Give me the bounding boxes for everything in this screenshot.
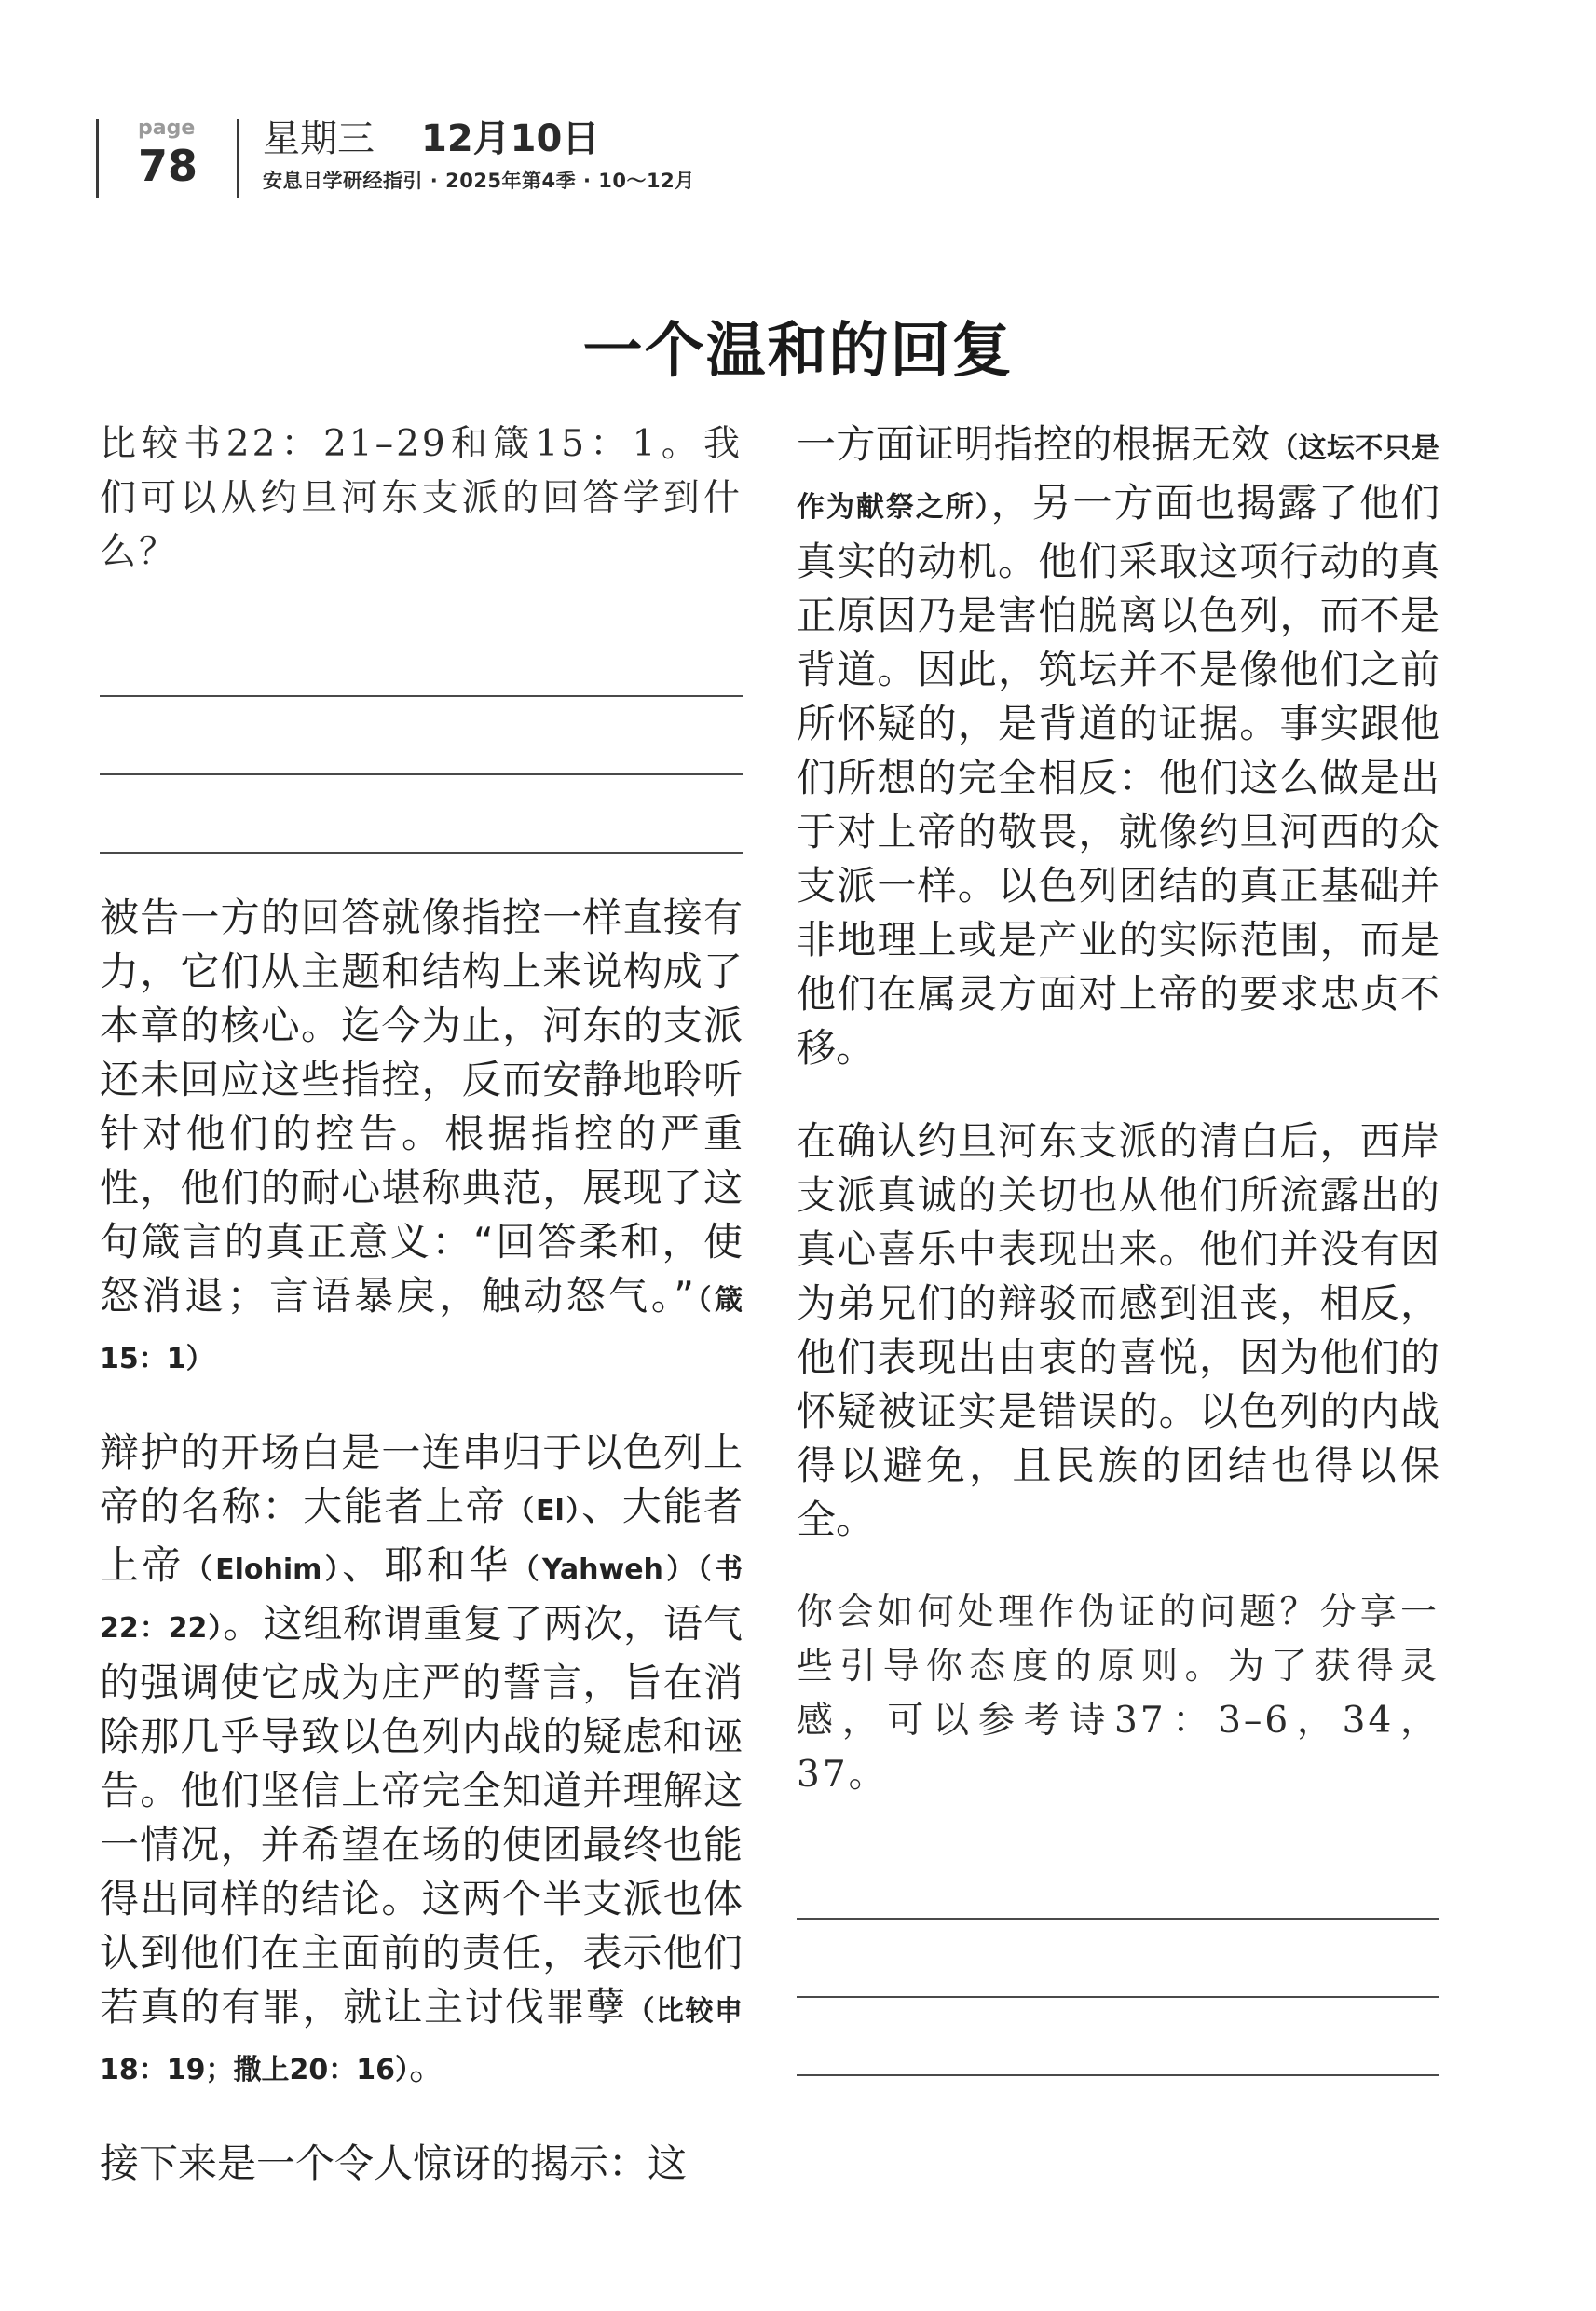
- answer-line[interactable]: [797, 1998, 1439, 2076]
- paragraph-text: 辩护的开场白是一连串归于以色列上帝的名称：大能者上帝: [100, 1429, 743, 1529]
- date: 12月10日: [421, 117, 600, 160]
- paragraph-text: 被告一方的回答就像指控一样直接有力，它们从主题和结构上来说构成了本章的核心。迄今为止，河东的支派还未回应这些指控，反而安静地聆听针对他们的控告。根据指控的严重性，他们的耐心堪称典范，展现了这句箴言的真正意义：“回答柔和，使怒消退；言语暴戾，触动怒气。”: [100, 895, 743, 1319]
- paragraph: [797, 417, 1439, 1075]
- scripture-reference: （Yahweh）（书22：22）: [100, 1553, 743, 1645]
- paragraph-text: 。这组称谓重复了两次，语气的强调使它成为庄严的誓言，旨在消除那几乎导致以色列内战的疑虑和诬告。他们坚信上帝完全知道并理解这一情况，并希望在场的使团最终也能得出同样的结论。这两个半支派也体认到他们在主面前的责任，表示他们若真的有罪，就让主讨伐罪孽: [100, 1601, 743, 2030]
- study-question: 你会如何处理作伪证的问题？分享一些引导你态度的原则。为了获得灵感，可以参考诗37：3–6，34，37。: [797, 1592, 1439, 1796]
- paragraph-text: ，另一方面也揭露了他们真实的动机。他们采取这项行动的真正原因乃是害怕脱离以色列，而不是背道。因此，筑坛并不是像他们之前所怀疑的，是背道的证据。事实跟他们所想的完全相反：他们这么做是出于对上帝的敬畏，就像约旦河西的众支派一样。以色列团结的真正基础并非地理上或是产业的实际范围，而是他们在属灵方面对上帝的要求忠贞不移。: [797, 480, 1439, 1071]
- weekday: 星期三: [263, 117, 375, 160]
- paragraph-text: 、耶和华: [342, 1542, 512, 1588]
- answer-line[interactable]: [797, 1920, 1439, 1998]
- page-label: page: [138, 116, 196, 140]
- answer-lines-left[interactable]: [100, 619, 743, 854]
- left-column: [100, 417, 743, 2230]
- scripture-reference: （El）: [506, 1495, 582, 1527]
- answer-line[interactable]: [100, 697, 743, 775]
- paragraph-text: 。: [409, 2043, 449, 2088]
- paragraph: [100, 1426, 743, 2098]
- paragraph: [100, 891, 743, 1387]
- answer-line[interactable]: [100, 775, 743, 854]
- answer-line[interactable]: [797, 1841, 1439, 1920]
- header-divider-right: [237, 119, 239, 198]
- paragraph: 在确认约旦河东支派的清白后，西岸支派真诚的关切也从他们所流露出的真心喜乐中表现出来。他们并没有因为弟兄们的辩驳而感到沮丧，相反，他们表现出由衷的喜悦，因为他们的怀疑被证实是错误的。以色列的内战得以避免，且民族的团结也得以保全。: [797, 1118, 1439, 1542]
- scripture-reference: （Elohim）: [184, 1553, 343, 1586]
- header-divider-left: [96, 119, 99, 198]
- answer-lines-right[interactable]: [797, 1841, 1439, 2076]
- right-column: [797, 417, 1439, 2113]
- paragraph-text: 、大能者上帝: [100, 1484, 743, 1588]
- scripture-reference: （这坛不只是作为献祭之所）: [797, 432, 1439, 524]
- paragraph-text: 一方面证明指控的根据无效: [797, 421, 1271, 467]
- scripture-reference: （箴15：1）: [100, 1284, 743, 1375]
- paragraph: 接下来是一个令人惊讶的揭示：这: [100, 2140, 688, 2186]
- lesson-title: 一个温和的回复: [582, 316, 1014, 386]
- page-number: 78: [138, 141, 198, 191]
- answer-line[interactable]: [100, 619, 743, 697]
- scripture-reference: （比较申18：19；撒上20：16）: [100, 1995, 743, 2086]
- series-subtitle: 安息日学研经指引 · 2025年第4季 · 10～12月: [263, 170, 695, 192]
- study-question: 比较书22：21–29和箴15：1。我们可以从约旦河东支派的回答学到什么？: [100, 423, 743, 573]
